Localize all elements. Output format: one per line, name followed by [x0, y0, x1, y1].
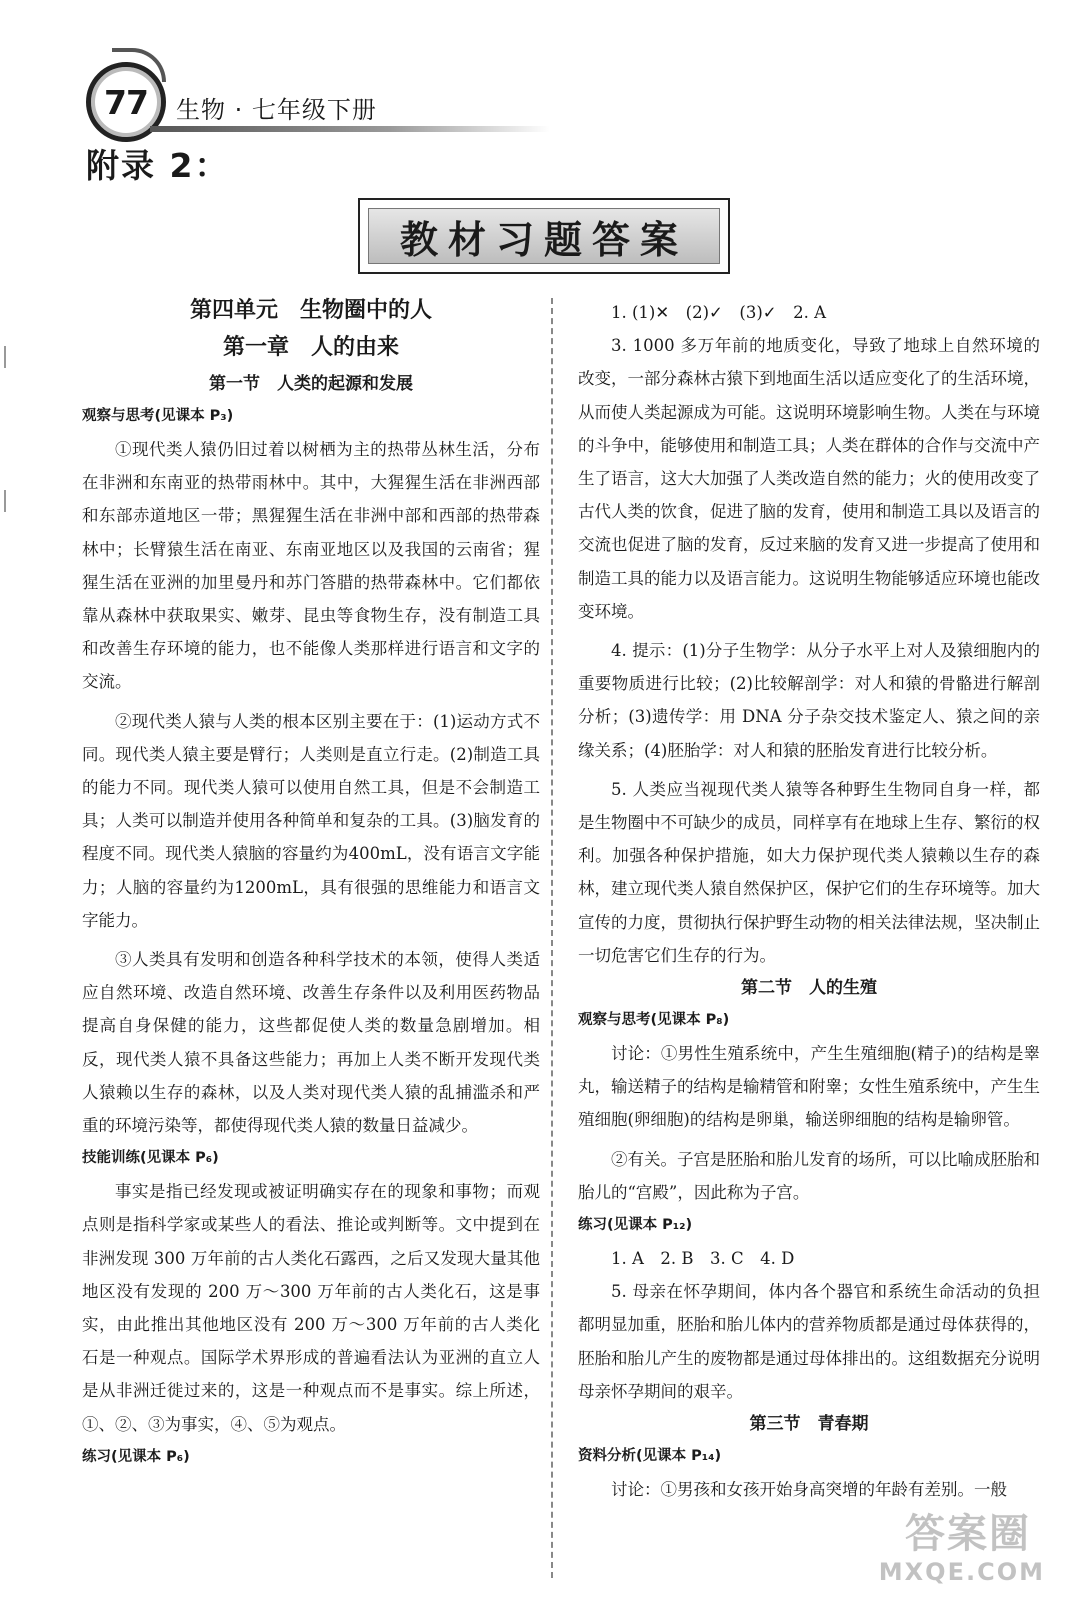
- watermark: [861, 1502, 1051, 1586]
- answer-paragraph: 1. (1)✕ (2)✓ (3)✓ 2. A: [611, 303, 826, 322]
- section-title: 第三节 青春期: [749, 1414, 869, 1435]
- header-rule: [150, 126, 550, 132]
- column-divider: [551, 298, 553, 1578]
- exercise-label: 技能训练(见课本 P₆): [82, 1150, 219, 1167]
- answer-paragraph: 讨论：①男性生殖系统中，产生生殖细胞(精子)的结构是睾丸，输送精子的结构是输精管和附睾；女性生殖系统中，产生生殖细胞(卵细胞)的结构是卵巢，输送卵细胞的结构是输卵管。: [578, 1044, 1040, 1130]
- exercise-label: 观察与思考(见课本 P₃): [82, 408, 234, 424]
- section-title: 第二节 人的生殖: [741, 978, 877, 999]
- binding-mark: [4, 490, 16, 512]
- answer-banner: [358, 198, 730, 274]
- answer-paragraph: 5. 人类应当视现代类人猿等各种野生生物同自身一样，都是生物圈中不可缺少的成员，同样享有在地球上生存、繁衍的权利。加强各种保护措施，如大力保护现代类人猿赖以生存的森林，建立现代类人猿自然保护区，保护它们的生存环境等。加大宣传的力度，贯彻执行保护野生动物的相关法律法规，坚决制止一切危害它们生存的行为。: [578, 779, 1040, 965]
- exercise-label: 资料分析(见课本 P₁₄): [578, 1448, 722, 1465]
- exercise-label: 观察与思考(见课本 P₈): [578, 1012, 730, 1029]
- exercise-label: 练习(见课本 P₆): [82, 1448, 190, 1465]
- answer-paragraph: ③人类具有发明和创造各种科学技术的本领，使得人类适应自然环境、改造自然环境、改善生存条件以及利用医药物品提高自身保健的能力，这些都促使人类的数量急剧增加。相反，现代类人猿不具备这些能力；再加上人类不断开发现代类人猿赖以生存的森林，以及人类对现代类人猿的乱捕滥杀和严重的环境污染等，都使得现代类人猿的数量日益减少。: [82, 950, 540, 1136]
- answer-paragraph: 4. 提示：(1)分子生物学：从分子水平上对人及猿细胞内的重要物质进行比较；(2)比较解剖学：对人和猿的骨骼进行解剖分析；(3)遗传学：用 DNA 分子杂交技术鉴定人、猿之间的亲缘关系；(4)胚胎学：对人和猿的胚胎发育进行比较分析。: [578, 641, 1040, 760]
- answer-paragraph: ①现代类人猿仍旧过着以树栖为主的热带丛林生活，分布在非洲和东南亚的热带雨林中。其中，大猩猩生活在非洲西部和东部赤道地区一带；黑猩猩生活在非洲中部和西部的热带森林中；长臂猿生活在南亚、东南亚地区以及我国的云南省；猩猩生活在亚洲的加里曼丹和苏门答腊的热带森林中。它们都依靠从森林中获取果实、嫩芽、昆虫等食物生存，没有制造工具和改善生存环境的能力，也不能像人类那样进行语言和文字的交流。: [82, 440, 540, 692]
- answer-paragraph: 5. 母亲在怀孕期间，体内各个器官和系统生命活动的负担都明显加重，胚胎和胎儿体内的营养物质都是通过母体获得的，胚胎和胎儿产生的废物都是通过母体排出的。这组数据充分说明母亲怀孕期间的艰辛。: [578, 1282, 1040, 1401]
- answer-banner-text: 教材习题答案: [368, 208, 720, 264]
- answer-paragraph: 3. 1000 多万年前的地质变化，导致了地球上自然环境的改变，一部分森林古猿下到地面生活以适应变化了的生活环境，从而使人类起源成为可能。这说明环境影响生物。人类在与环境的斗争中，能够使用和制造工具；人类在群体的合作与交流中产生了语言，这大大加强了人类改造自然的能力；火的使用改变了古代人类的饮食，促进了脑的发育，使用和制造工具以及语言的交流也促进了脑的发育，反过来脑的发育又进一步提高了使用和制造工具的能力以及语言能力。这说明生物能够适应环境也能改变环境。: [578, 336, 1040, 621]
- answer-paragraph: 事实是指已经发现或被证明确实存在的现象和事物；而观点则是指科学家或某些人的看法、推论或判断等。文中提到在非洲发现 300 万年前的古人类化石露西，之后又发现大量其他地区没有发现的 200 万～300 万年前的古人类化石，这是事实，由此推出其他地区没有 200 万～300 万年前的古人类化石是一种观点。国际学术界形成的普遍看法认为亚洲的直立人是从非洲迁徙过来的，这是一种观点而不是事实。综上所述，①、②、③为事实，④、⑤为观点。: [82, 1182, 540, 1434]
- right-column: [578, 296, 1040, 1506]
- watermark-url: MXQE.COM: [878, 1558, 1045, 1586]
- book-title: 生物 · 七年级下册: [176, 96, 377, 124]
- answer-paragraph: 讨论：①男孩和女孩开始身高突增的年龄有差别。一般: [611, 1480, 1007, 1500]
- unit-title: 第四单元 生物圈中的人: [189, 298, 432, 323]
- answer-paragraph: ②有关。子宫是胚胎和胎儿发育的场所，可以比喻成胚胎和胎儿的“宫殿”，因此称为子宫。: [578, 1149, 1040, 1202]
- answer-paragraph: ②现代类人猿与人类的根本区别主要在于：(1)运动方式不同。现代类人猿主要是臂行；人类则是直立行走。(2)制造工具的能力不同。现代类人猿可以使用自然工具，但是不会制造工具；人类可以制造并使用各种简单和复杂的工具。(3)脑发育的程度不同。现代类人猿脑的容量约为400mL，没有语言文字能力；人脑的容量约为1200mL，具有很强的思维能力和语言文字能力。: [82, 711, 540, 930]
- page-number-badge: 77: [86, 62, 166, 142]
- appendix-title: 附录 2：: [86, 146, 230, 185]
- left-column: [82, 296, 540, 1474]
- chapter-title: 第一章 人的由来: [222, 335, 399, 360]
- section-title: 第一节 人类的起源和发展: [209, 374, 413, 394]
- binding-mark: [4, 346, 16, 368]
- exercise-label: 练习(见课本 P₁₂): [578, 1217, 693, 1234]
- watermark-logo-text: 答案圈: [905, 1511, 1031, 1557]
- answer-paragraph: 1. A 2. B 3. C 4. D: [611, 1249, 795, 1269]
